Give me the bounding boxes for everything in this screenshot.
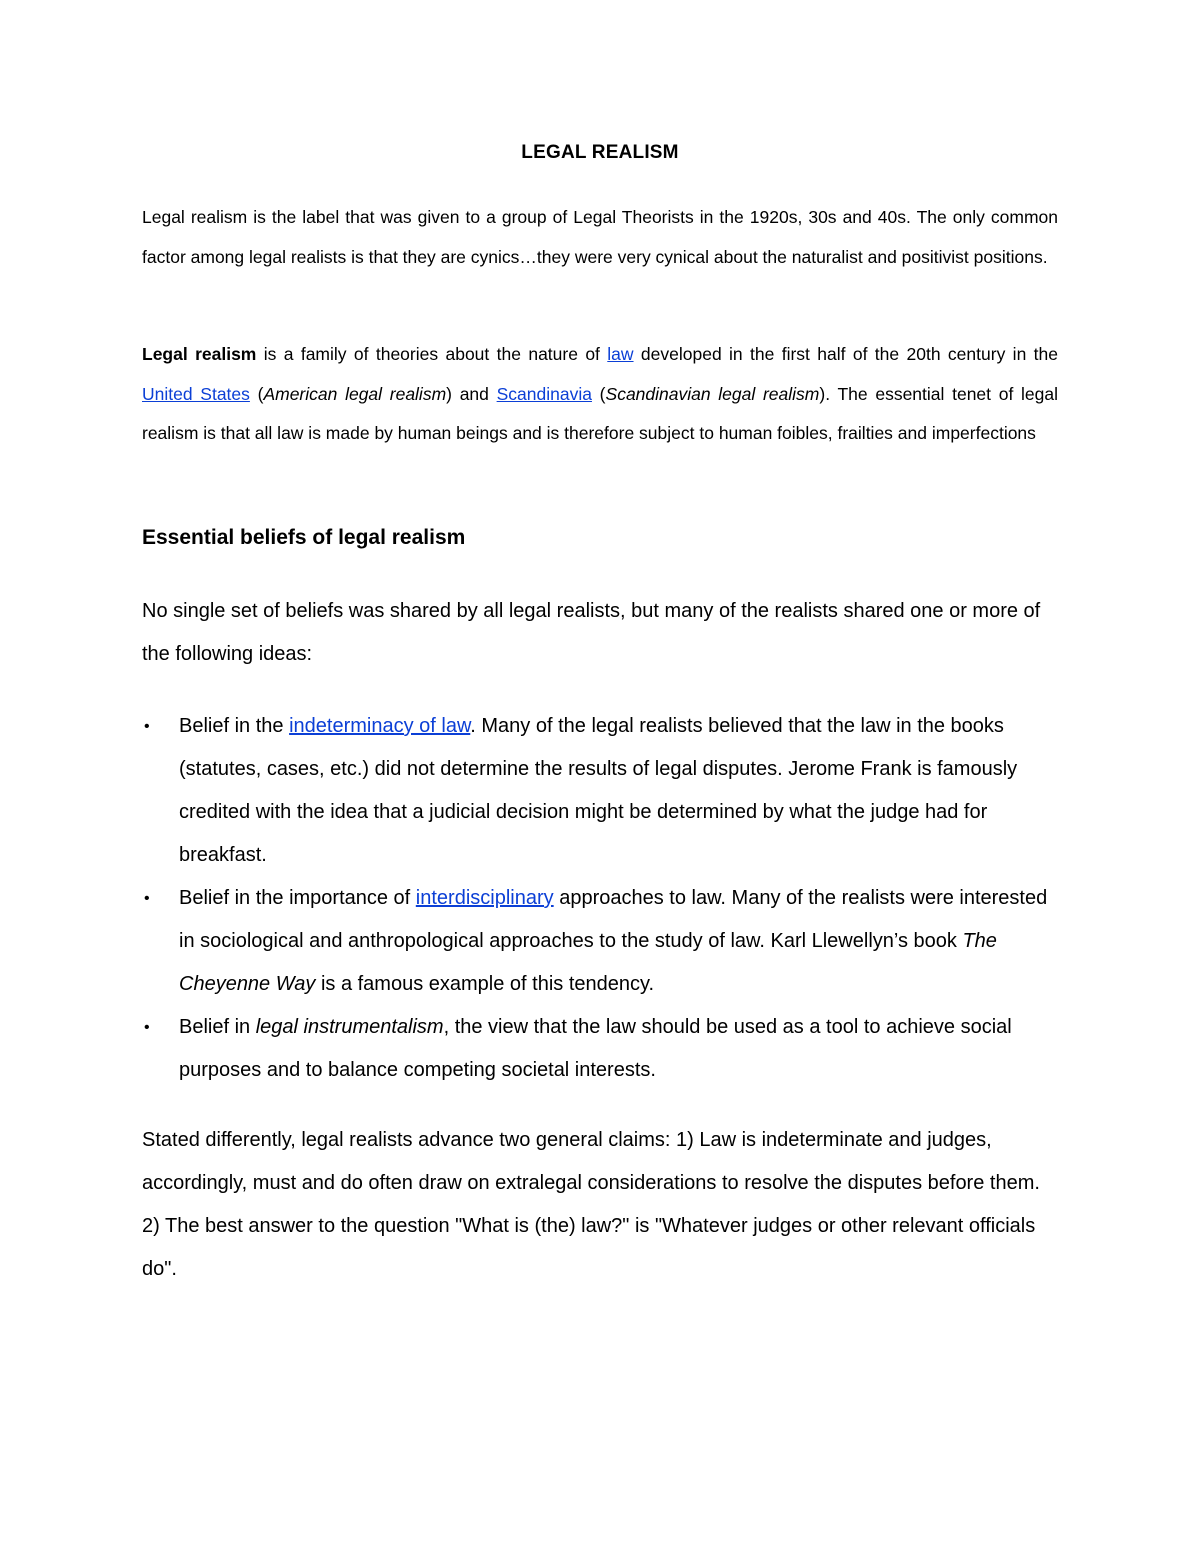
page-title: LEGAL REALISM xyxy=(521,142,679,163)
text-span: Belief in the xyxy=(179,715,290,737)
summary-paragraph: Stated differently, legal realists advance two general claims: 1) Law is indeterminate and judges, accordingly, must and do often draw on extralegal considerations to resolve the disputes before them. 2) The best answer to the question "What is (the) law?" is "Whatever judges or other relevant officials do". xyxy=(142,1129,1040,1280)
text-span: . Many of the legal realists believed that the law in the books (statutes, cases, etc.) did not determine the results of legal disputes. Jerome Frank is famously credited with the idea that a judicial decision might be determined by what the judge had for breakfast. xyxy=(179,715,1018,866)
italic-book-title: The Cheyenne Way xyxy=(179,930,997,995)
bold-lead: Legal realism xyxy=(142,344,257,364)
section-heading: Essential beliefs of legal realism xyxy=(142,526,466,549)
italic-scandinavian: Scandinavian legal realism xyxy=(605,383,820,404)
text-span: Belief in the importance of xyxy=(179,887,416,909)
intro-paragraph: Legal realism is the label that was given to a group of Legal Theorists in the 1920s, 30s and 40s. The only common factor among legal realists is that they are cynics…they were very cynical about the naturalist and positivist positions. xyxy=(142,207,1058,267)
text-span: , the view that the law should be used as a tool to achieve social purposes and to balance competing societal interests. xyxy=(179,1016,1012,1081)
beliefs-list xyxy=(142,705,1058,1092)
link-scandinavia[interactable]: Scandinavia xyxy=(496,383,592,404)
text-span: ). The essential tenet of legal realism is that all law is made by human beings and is therefore subject to human foibles, frailties and imperfections xyxy=(142,383,1059,443)
text-span: Belief in xyxy=(179,1016,256,1038)
link-interdisciplinary[interactable]: interdisciplinary xyxy=(415,887,554,909)
italic-american: American legal realism xyxy=(263,383,447,404)
link-indeterminacy[interactable]: indeterminacy of law xyxy=(289,715,471,737)
link-law[interactable]: law xyxy=(607,344,634,364)
text-span: developed in the first half of the 20th century in the xyxy=(633,344,1058,364)
text-span: ) and xyxy=(446,383,497,404)
beliefs-intro-paragraph: No single set of beliefs was shared by all legal realists, but many of the realists shared one or more of the following ideas: xyxy=(142,600,1041,665)
list-item xyxy=(142,705,1058,877)
list-item xyxy=(142,1006,1058,1092)
definition-paragraph xyxy=(142,335,1058,454)
text-span: is a famous example of this tendency. xyxy=(315,973,655,995)
bullet-icon: • xyxy=(144,1019,150,1036)
list-item xyxy=(142,877,1058,1006)
text-span: is a family of theories about the nature of xyxy=(256,344,608,364)
link-united-states[interactable]: United States xyxy=(142,383,250,404)
bullet-icon: • xyxy=(144,718,150,735)
italic-instrumentalism: legal instrumentalism xyxy=(255,1016,444,1038)
text-span: approaches to law. Many of the realists were interested in sociological and anthropological approaches to the study of law. Karl Llewellyn’s book xyxy=(179,887,1048,952)
text-span: ( xyxy=(249,383,264,404)
bullet-icon: • xyxy=(144,890,150,907)
text-span: ( xyxy=(591,383,606,404)
